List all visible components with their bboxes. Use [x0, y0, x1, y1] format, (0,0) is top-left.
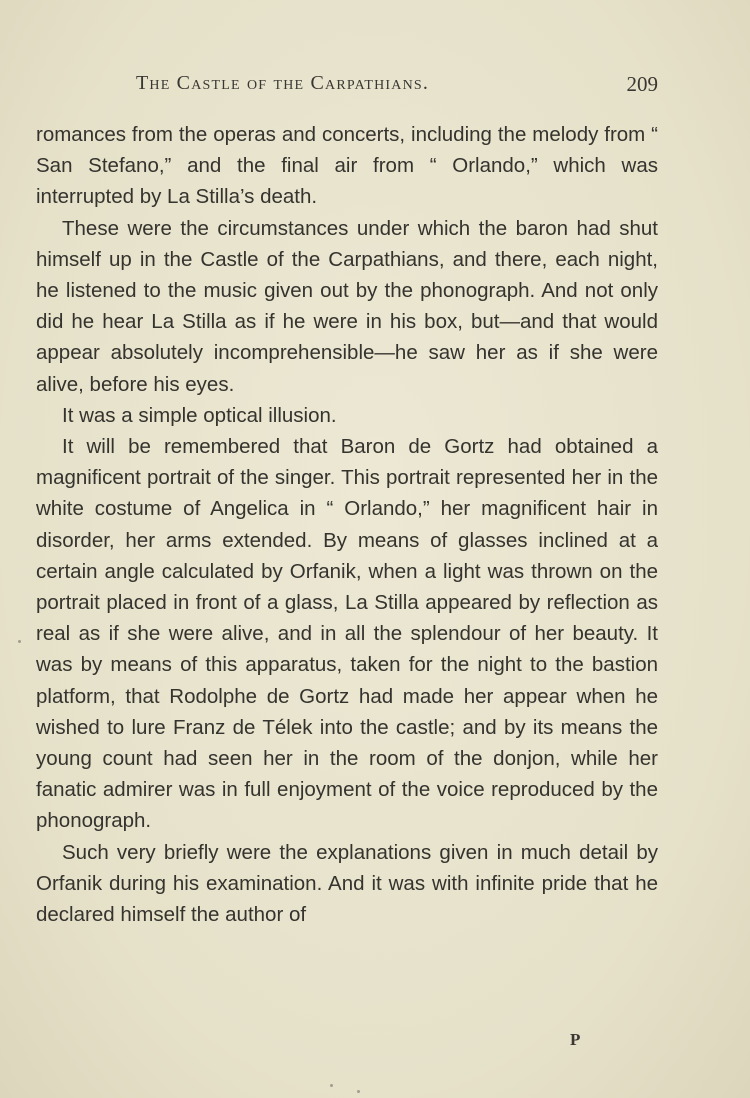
paragraph: It was a simple optical illusion.	[62, 403, 337, 427]
signature-mark: P	[570, 1030, 581, 1049]
paragraph: It will be remembered that Baron de Gortz had obtained a magnificent portrait of the singer. This portrait represented her in the white costume of Angelica in “ Orlando,” her magnificent hair in disorder, her arms extended. By means of glasses inclined at a certain angle calculated by Orfanik, when a light was thrown on the portrait placed in front of a glass, La Stilla appeared by reflection as real as if she were alive, and in all the splendour of her beauty. It was by means of this apparatus, taken for the night to the bastion platform, that Rodolphe de Gortz had made her appear when he wished to lure Franz de Télek into the castle; and by its means the young count had seen her in the room of the donjon, while her fanatic admirer was in full enjoyment of the voice reproduced by the phonograph.	[36, 435, 658, 833]
margin-speck	[18, 640, 21, 643]
page-number: 209	[626, 72, 658, 96]
paragraph-continuation: romances from the operas and concerts, including the melody from “ San Stefano,” and the final air from “ Orlando,” which was interrupted by La Stilla’s death.	[36, 123, 658, 209]
body-text	[36, 119, 658, 930]
paragraph: These were the circumstances under which the baron had shut himself up in the Castle of the Carpathians, and there, each night, he listened to the music given out by the phonograph. And not only did he hear La Stilla as if he were in his box, but—and that would appear absolutely incomprehensible—he saw her as if she were alive, before his eyes.	[36, 216, 658, 396]
bottom-speck	[357, 1090, 360, 1093]
paragraph: Such very briefly were the explanations given in much detail by Orfanik during his examination. And it was with infinite pride that he declared himself the author of	[36, 840, 658, 927]
page-header	[36, 72, 658, 102]
bottom-speck	[330, 1084, 333, 1087]
running-head-title: The Castle of the Carpathians.	[136, 72, 430, 94]
